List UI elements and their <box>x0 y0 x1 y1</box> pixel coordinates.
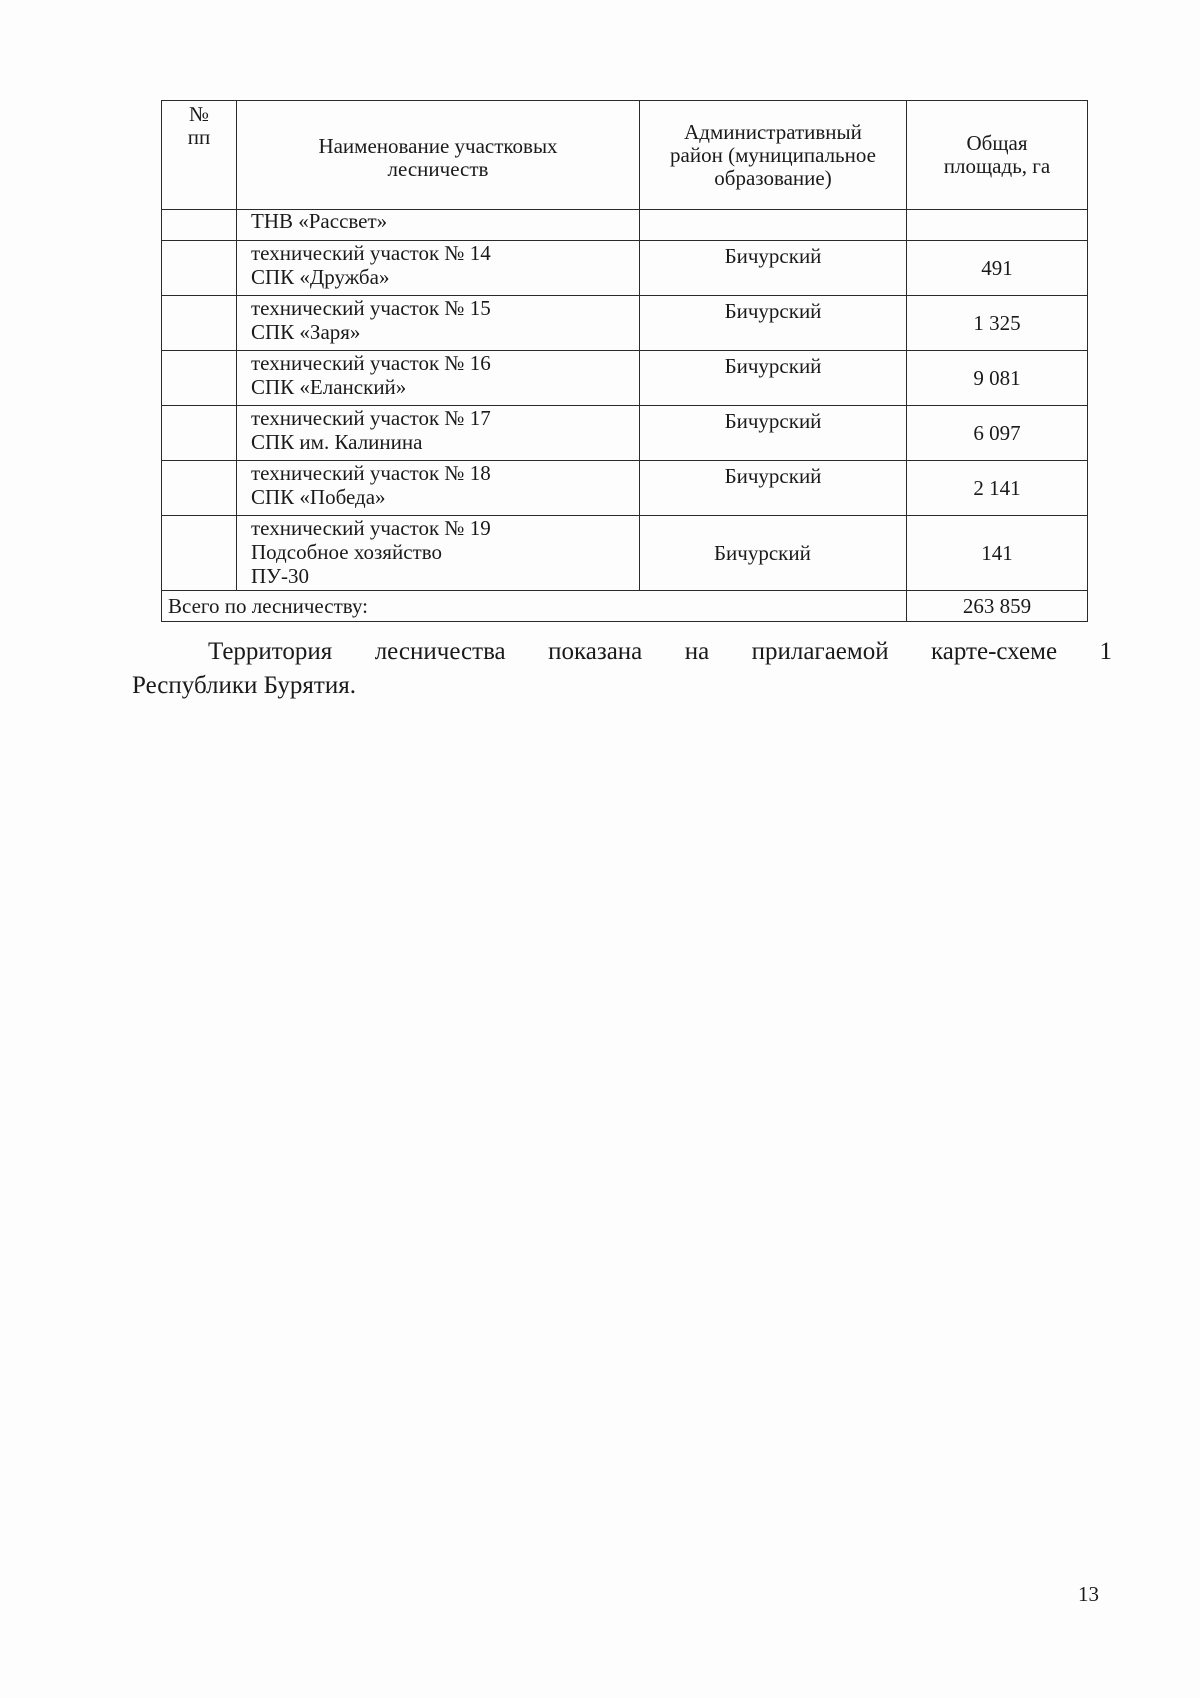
row-district-cell: Бичурский <box>640 351 907 406</box>
row-number-cell <box>162 516 237 591</box>
row-name-cell: технический участок № 15 СПК «Заря» <box>237 296 640 351</box>
table-row <box>162 461 1088 516</box>
row-name-cell: технический участок № 19 Подсобное хозяйство ПУ-30 <box>237 516 640 591</box>
header-district: Административный район (муниципальное образование) <box>640 101 907 210</box>
table-row <box>162 406 1088 461</box>
row-area-cell: 141 <box>907 516 1088 591</box>
row-area-cell: 6 097 <box>907 406 1088 461</box>
forestry-table <box>161 100 1088 622</box>
row-number-cell <box>162 351 237 406</box>
row-area-cell: 2 141 <box>907 461 1088 516</box>
row-number-cell <box>162 406 237 461</box>
table-row <box>162 241 1088 296</box>
row-district-cell: Бичурский <box>640 406 907 461</box>
table-row <box>162 351 1088 406</box>
row-number-cell <box>162 296 237 351</box>
table-row <box>162 516 1088 591</box>
header-area: Общая площадь, га <box>907 101 1088 210</box>
header-number: № пп <box>162 101 237 210</box>
page-number: 13 <box>1078 1582 1099 1606</box>
total-value: 263 859 <box>907 591 1088 622</box>
group-district-cell <box>640 210 907 241</box>
row-name-cell: технический участок № 17 СПК им. Калинина <box>237 406 640 461</box>
row-district-cell: Бичурский <box>640 241 907 296</box>
table-group-row <box>162 210 1088 241</box>
group-label: ТНВ «Рассвет» <box>237 210 640 241</box>
table-total-row <box>162 591 1088 622</box>
row-district-cell: Бичурский <box>640 461 907 516</box>
row-number-cell <box>162 461 237 516</box>
table-header-row <box>162 101 1088 210</box>
row-name-cell: технический участок № 18 СПК «Победа» <box>237 461 640 516</box>
header-name: Наименование участковых лесничеств <box>237 101 640 210</box>
row-area-cell: 491 <box>907 241 1088 296</box>
paragraph-line-1: Территория лесничества показана на прилагаемой карте-схеме 1 <box>208 638 1112 665</box>
group-area-cell <box>907 210 1088 241</box>
row-district-cell: Бичурский <box>640 516 907 591</box>
row-area-cell: 9 081 <box>907 351 1088 406</box>
group-number-cell <box>162 210 237 241</box>
row-area-cell: 1 325 <box>907 296 1088 351</box>
table-row <box>162 296 1088 351</box>
row-name-cell: технический участок № 14 СПК «Дружба» <box>237 241 640 296</box>
row-name-cell: технический участок № 16 СПК «Еланский» <box>237 351 640 406</box>
total-label: Всего по лесничеству: <box>162 591 907 622</box>
body-paragraph <box>132 635 1112 703</box>
row-number-cell <box>162 241 237 296</box>
paragraph-line-2: Республики Бурятия. <box>132 672 356 699</box>
row-district-cell: Бичурский <box>640 296 907 351</box>
